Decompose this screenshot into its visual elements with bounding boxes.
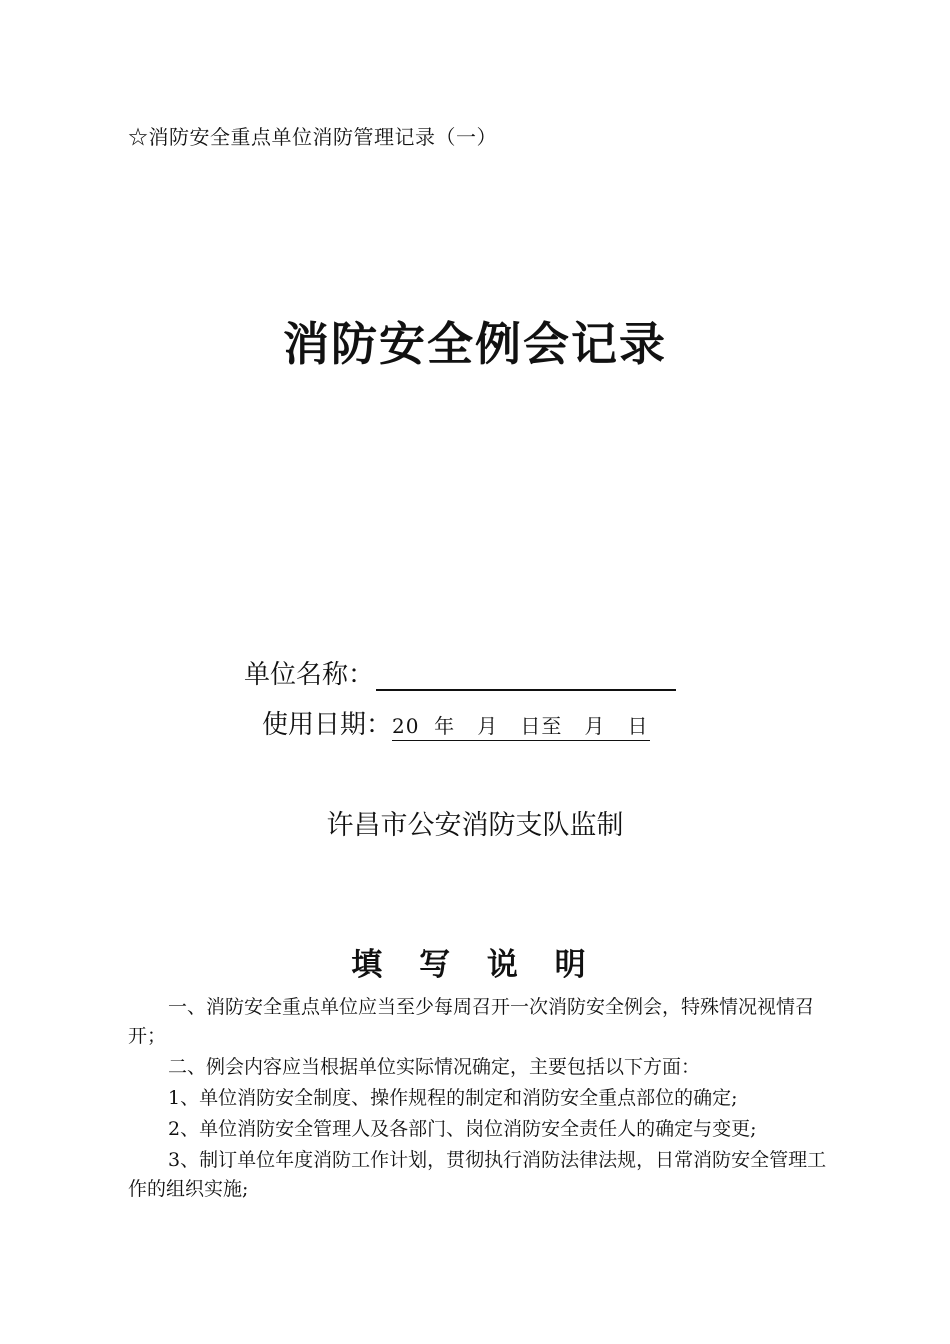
supervising-authority: 许昌市公安消防支队监制 — [326, 810, 624, 841]
usage-date-label: 使用日期： — [262, 710, 393, 740]
instructions-body — [128, 993, 828, 1206]
usage-date-value: 20 年 月 日至 月 日 — [392, 710, 650, 741]
instructions-title: 填 写 说 明 — [351, 947, 599, 983]
instruction-paragraph: 2、单位消防安全管理人及各部门、岗位消防安全责任人的确定与变更; — [168, 1118, 757, 1140]
record-series-header: ☆消防安全重点单位消防管理记录（一） — [128, 125, 497, 149]
instruction-paragraph: 二、例会内容应当根据单位实际情况确定，主要包括以下方面： — [168, 1056, 701, 1078]
unit-name-blank-line — [376, 661, 676, 691]
instruction-paragraph: 一、消防安全重点单位应当至少每周召开一次消防安全例会，特殊情况视情召开； — [128, 996, 815, 1047]
unit-name-label: 单位名称： — [244, 660, 375, 690]
instruction-paragraph: 3、制订单位年度消防工作计划，贯彻执行消防法律法规，日常消防安全管理工作的组织实施; — [128, 1149, 827, 1200]
page-title: 消防安全例会记录 — [283, 317, 667, 371]
unit-name-row — [244, 654, 676, 691]
usage-date-row — [262, 704, 650, 741]
instruction-paragraph: 1、单位消防安全制度、操作规程的制定和消防安全重点部位的确定; — [168, 1087, 738, 1109]
